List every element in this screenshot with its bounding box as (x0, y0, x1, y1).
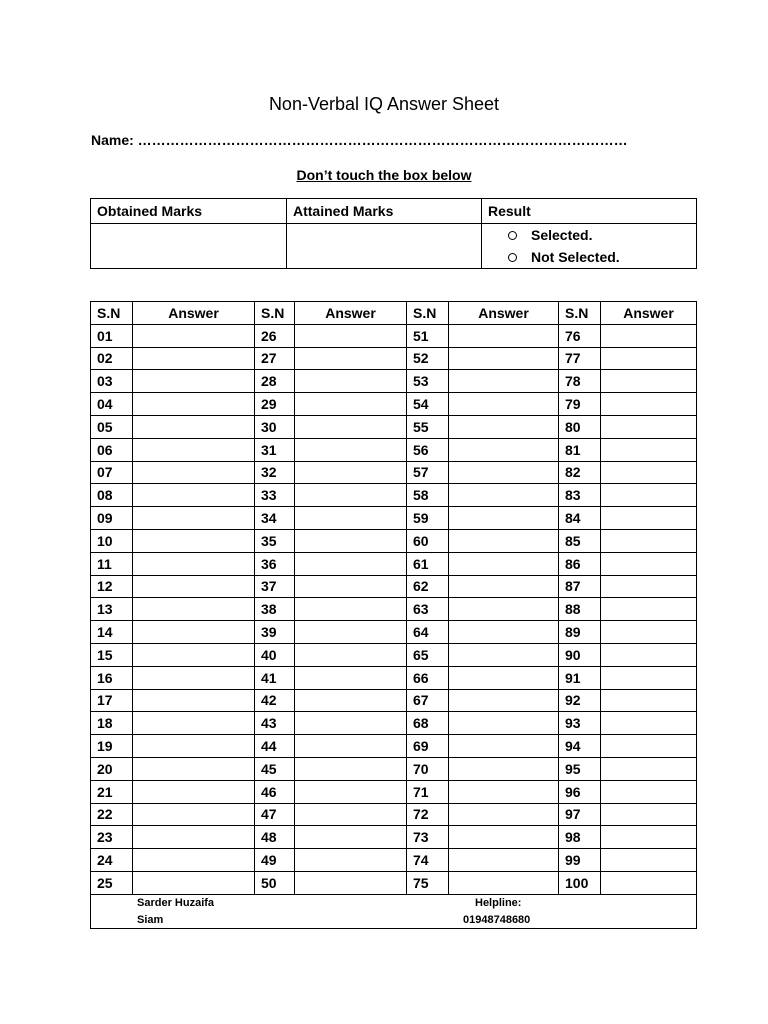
answer-cell[interactable] (133, 575, 255, 598)
table-row (91, 849, 697, 872)
question-number: 47 (255, 803, 295, 826)
answer-header: Answer (295, 302, 407, 325)
table-row (91, 370, 697, 393)
circle-bullet-icon (508, 253, 517, 262)
sn-header: S.N (559, 302, 601, 325)
question-number: 49 (255, 849, 295, 872)
question-number: 37 (255, 575, 295, 598)
question-number: 87 (559, 575, 601, 598)
question-number: 42 (255, 689, 295, 712)
answer-cell[interactable] (601, 415, 697, 438)
question-number: 01 (91, 324, 133, 347)
answer-cell[interactable] (295, 757, 407, 780)
answer-cell[interactable] (601, 666, 697, 689)
question-number: 79 (559, 393, 601, 416)
answer-cell[interactable] (133, 438, 255, 461)
question-number: 97 (559, 803, 601, 826)
question-number: 63 (407, 598, 449, 621)
question-number: 64 (407, 621, 449, 644)
question-number: 54 (407, 393, 449, 416)
answer-cell[interactable] (133, 621, 255, 644)
answer-cell[interactable] (295, 849, 407, 872)
answer-cell[interactable] (449, 757, 559, 780)
answer-cell[interactable] (133, 484, 255, 507)
question-number: 82 (559, 461, 601, 484)
answer-cell[interactable] (133, 461, 255, 484)
circle-bullet-icon (508, 231, 517, 240)
obtained-marks-cell[interactable] (91, 224, 287, 269)
answer-cell[interactable] (449, 643, 559, 666)
question-number: 72 (407, 803, 449, 826)
table-row (91, 415, 697, 438)
table-row (91, 598, 697, 621)
answer-cell[interactable] (133, 735, 255, 758)
answer-cell[interactable] (449, 415, 559, 438)
question-number: 83 (559, 484, 601, 507)
author-name-line: Sarder Huzaifa (137, 896, 215, 909)
question-number: 52 (407, 347, 449, 370)
answer-cell[interactable] (601, 393, 697, 416)
question-number: 66 (407, 666, 449, 689)
answer-cell[interactable] (295, 575, 407, 598)
answer-cell[interactable] (601, 324, 697, 347)
result-option-label: Selected. (531, 227, 593, 243)
answer-cell[interactable] (601, 735, 697, 758)
answer-cell[interactable] (295, 735, 407, 758)
question-number: 31 (255, 438, 295, 461)
question-number: 30 (255, 415, 295, 438)
answer-cell[interactable] (295, 621, 407, 644)
result-option-selected[interactable] (508, 224, 690, 246)
question-number: 73 (407, 826, 449, 849)
question-number: 70 (407, 757, 449, 780)
question-number: 95 (559, 757, 601, 780)
question-number: 93 (559, 712, 601, 735)
question-number: 71 (407, 780, 449, 803)
question-number: 36 (255, 552, 295, 575)
question-number: 84 (559, 507, 601, 530)
answer-cell[interactable] (133, 849, 255, 872)
answer-cell[interactable] (601, 507, 697, 530)
question-number: 18 (91, 712, 133, 735)
question-number: 45 (255, 757, 295, 780)
answer-cell[interactable] (133, 689, 255, 712)
answer-cell[interactable] (601, 484, 697, 507)
answer-cell[interactable] (295, 415, 407, 438)
helpline (463, 895, 530, 929)
answer-cell[interactable] (449, 849, 559, 872)
answer-cell[interactable] (133, 871, 255, 894)
answer-cell[interactable] (449, 575, 559, 598)
result-option-label: Not Selected. (531, 249, 620, 265)
question-number: 67 (407, 689, 449, 712)
question-number: 46 (255, 780, 295, 803)
notice-text: Don’t touch the box below (296, 167, 472, 183)
answer-cell[interactable] (133, 803, 255, 826)
answer-cell[interactable] (449, 826, 559, 849)
table-row (91, 643, 697, 666)
question-number: 75 (407, 871, 449, 894)
attained-marks-header: Attained Marks (287, 199, 482, 224)
table-row (91, 621, 697, 644)
table-row (91, 757, 697, 780)
answer-cell[interactable] (449, 324, 559, 347)
question-number: 51 (407, 324, 449, 347)
question-number: 11 (91, 552, 133, 575)
question-number: 26 (255, 324, 295, 347)
table-row (91, 552, 697, 575)
question-number: 03 (91, 370, 133, 393)
question-number: 32 (255, 461, 295, 484)
question-number: 60 (407, 529, 449, 552)
answer-cell[interactable] (133, 393, 255, 416)
answer-cell[interactable] (449, 871, 559, 894)
answer-cell[interactable] (295, 438, 407, 461)
question-number: 41 (255, 666, 295, 689)
answer-cell[interactable] (601, 712, 697, 735)
result-cell (482, 224, 697, 269)
answer-cell[interactable] (601, 347, 697, 370)
answer-cell[interactable] (449, 735, 559, 758)
question-number: 65 (407, 643, 449, 666)
question-number: 25 (91, 871, 133, 894)
question-number: 77 (559, 347, 601, 370)
answer-cell[interactable] (295, 461, 407, 484)
table-row (91, 529, 697, 552)
question-number: 59 (407, 507, 449, 530)
question-number: 94 (559, 735, 601, 758)
question-number: 92 (559, 689, 601, 712)
question-number: 24 (91, 849, 133, 872)
obtained-marks-header: Obtained Marks (91, 199, 287, 224)
answer-cell[interactable] (295, 871, 407, 894)
question-number: 100 (559, 871, 601, 894)
answer-cell[interactable] (295, 780, 407, 803)
table-row (91, 507, 697, 530)
question-number: 17 (91, 689, 133, 712)
question-number: 02 (91, 347, 133, 370)
answer-cell[interactable] (295, 598, 407, 621)
table-row (91, 347, 697, 370)
answer-cell[interactable] (449, 666, 559, 689)
question-number: 20 (91, 757, 133, 780)
result-options (488, 224, 690, 268)
question-number: 81 (559, 438, 601, 461)
answer-cell[interactable] (601, 461, 697, 484)
answer-cell[interactable] (601, 598, 697, 621)
answer-cell[interactable] (601, 643, 697, 666)
answer-table-header-row (91, 302, 697, 325)
answer-cell[interactable] (449, 370, 559, 393)
sn-header: S.N (91, 302, 133, 325)
answer-cell[interactable] (295, 712, 407, 735)
question-number: 10 (91, 529, 133, 552)
answer-cell[interactable] (133, 324, 255, 347)
table-row (91, 393, 697, 416)
attained-marks-cell[interactable] (287, 224, 482, 269)
question-number: 56 (407, 438, 449, 461)
question-number: 89 (559, 621, 601, 644)
answer-cell[interactable] (449, 484, 559, 507)
question-number: 55 (407, 415, 449, 438)
answer-cell[interactable] (133, 507, 255, 530)
question-number: 99 (559, 849, 601, 872)
table-row (91, 484, 697, 507)
question-number: 44 (255, 735, 295, 758)
answer-cell[interactable] (449, 689, 559, 712)
answer-cell[interactable] (449, 393, 559, 416)
question-number: 69 (407, 735, 449, 758)
answer-cell[interactable] (295, 393, 407, 416)
question-number: 21 (91, 780, 133, 803)
answer-cell[interactable] (133, 666, 255, 689)
question-number: 40 (255, 643, 295, 666)
question-number: 05 (91, 415, 133, 438)
answer-cell[interactable] (449, 507, 559, 530)
question-number: 61 (407, 552, 449, 575)
table-row (91, 871, 697, 894)
author-name-line: Siam (137, 913, 164, 926)
helpline-number: 01948748680 (463, 913, 531, 926)
question-number: 06 (91, 438, 133, 461)
answer-cell[interactable] (295, 347, 407, 370)
question-number: 57 (407, 461, 449, 484)
table-row (91, 712, 697, 735)
question-number: 22 (91, 803, 133, 826)
question-number: 85 (559, 529, 601, 552)
answer-cell[interactable] (449, 803, 559, 826)
question-number: 38 (255, 598, 295, 621)
answer-cell[interactable] (601, 552, 697, 575)
question-number: 23 (91, 826, 133, 849)
answer-cell[interactable] (295, 803, 407, 826)
answer-cell[interactable] (133, 415, 255, 438)
answer-cell[interactable] (449, 347, 559, 370)
answer-cell[interactable] (133, 826, 255, 849)
result-header: Result (482, 199, 697, 224)
answer-header: Answer (601, 302, 697, 325)
table-row (91, 826, 697, 849)
question-number: 14 (91, 621, 133, 644)
answer-cell[interactable] (295, 370, 407, 393)
author-credit (137, 895, 214, 929)
answer-cell[interactable] (601, 826, 697, 849)
question-number: 35 (255, 529, 295, 552)
question-number: 53 (407, 370, 449, 393)
question-number: 80 (559, 415, 601, 438)
result-option-not-selected[interactable] (508, 246, 690, 268)
answer-cell[interactable] (601, 621, 697, 644)
table-row (91, 780, 697, 803)
table-row (91, 461, 697, 484)
table-row (91, 438, 697, 461)
answer-cell[interactable] (133, 598, 255, 621)
answer-cell[interactable] (295, 529, 407, 552)
answer-cell[interactable] (295, 826, 407, 849)
table-row (91, 803, 697, 826)
answer-cell[interactable] (449, 529, 559, 552)
question-number: 62 (407, 575, 449, 598)
answer-cell[interactable] (295, 324, 407, 347)
answer-cell[interactable] (295, 552, 407, 575)
answer-cell[interactable] (295, 507, 407, 530)
answer-cell[interactable] (601, 803, 697, 826)
question-number: 19 (91, 735, 133, 758)
table-row (91, 689, 697, 712)
question-number: 09 (91, 507, 133, 530)
sn-header: S.N (407, 302, 449, 325)
question-number: 27 (255, 347, 295, 370)
answer-cell[interactable] (601, 757, 697, 780)
question-number: 86 (559, 552, 601, 575)
answer-cell[interactable] (295, 484, 407, 507)
table-row (91, 666, 697, 689)
question-number: 96 (559, 780, 601, 803)
question-number: 98 (559, 826, 601, 849)
question-number: 28 (255, 370, 295, 393)
table-row (91, 735, 697, 758)
question-number: 68 (407, 712, 449, 735)
question-number: 88 (559, 598, 601, 621)
answer-cell[interactable] (601, 438, 697, 461)
answer-cell[interactable] (133, 529, 255, 552)
answer-table (90, 301, 697, 929)
answer-cell[interactable] (295, 643, 407, 666)
answer-cell[interactable] (601, 689, 697, 712)
question-number: 07 (91, 461, 133, 484)
question-number: 91 (559, 666, 601, 689)
question-number: 76 (559, 324, 601, 347)
question-number: 16 (91, 666, 133, 689)
answer-cell[interactable] (449, 552, 559, 575)
answer-cell[interactable] (133, 757, 255, 780)
answer-cell[interactable] (601, 849, 697, 872)
answer-cell[interactable] (601, 529, 697, 552)
question-number: 74 (407, 849, 449, 872)
question-number: 50 (255, 871, 295, 894)
question-number: 39 (255, 621, 295, 644)
table-row (91, 575, 697, 598)
answer-cell[interactable] (133, 643, 255, 666)
question-number: 90 (559, 643, 601, 666)
answer-cell[interactable] (449, 598, 559, 621)
answer-cell[interactable] (601, 871, 697, 894)
answer-cell[interactable] (295, 689, 407, 712)
sn-header: S.N (255, 302, 295, 325)
answer-cell[interactable] (449, 780, 559, 803)
answer-cell[interactable] (133, 347, 255, 370)
question-number: 78 (559, 370, 601, 393)
question-number: 43 (255, 712, 295, 735)
question-number: 08 (91, 484, 133, 507)
answer-cell[interactable] (133, 780, 255, 803)
question-number: 29 (255, 393, 295, 416)
name-field-line[interactable]: Name: …………………………………………………………………………………………… (91, 132, 628, 148)
answer-cell[interactable] (601, 780, 697, 803)
footer-row (91, 894, 697, 928)
answer-cell[interactable] (449, 461, 559, 484)
answer-cell[interactable] (601, 370, 697, 393)
page-title: Non-Verbal IQ Answer Sheet (268, 94, 500, 114)
marks-table (90, 198, 697, 269)
question-number: 48 (255, 826, 295, 849)
answer-cell[interactable] (449, 621, 559, 644)
question-number: 34 (255, 507, 295, 530)
question-number: 12 (91, 575, 133, 598)
answer-header: Answer (133, 302, 255, 325)
question-number: 33 (255, 484, 295, 507)
answer-cell[interactable] (295, 666, 407, 689)
question-number: 04 (91, 393, 133, 416)
answer-cell[interactable] (449, 712, 559, 735)
footer-cell (91, 894, 697, 928)
question-number: 15 (91, 643, 133, 666)
helpline-label: Helpline: (475, 896, 522, 909)
question-number: 13 (91, 598, 133, 621)
answer-cell[interactable] (601, 575, 697, 598)
table-row (91, 324, 697, 347)
answer-cell[interactable] (133, 370, 255, 393)
answer-header: Answer (449, 302, 559, 325)
answer-cell[interactable] (449, 438, 559, 461)
answer-cell[interactable] (133, 552, 255, 575)
question-number: 58 (407, 484, 449, 507)
answer-cell[interactable] (133, 712, 255, 735)
